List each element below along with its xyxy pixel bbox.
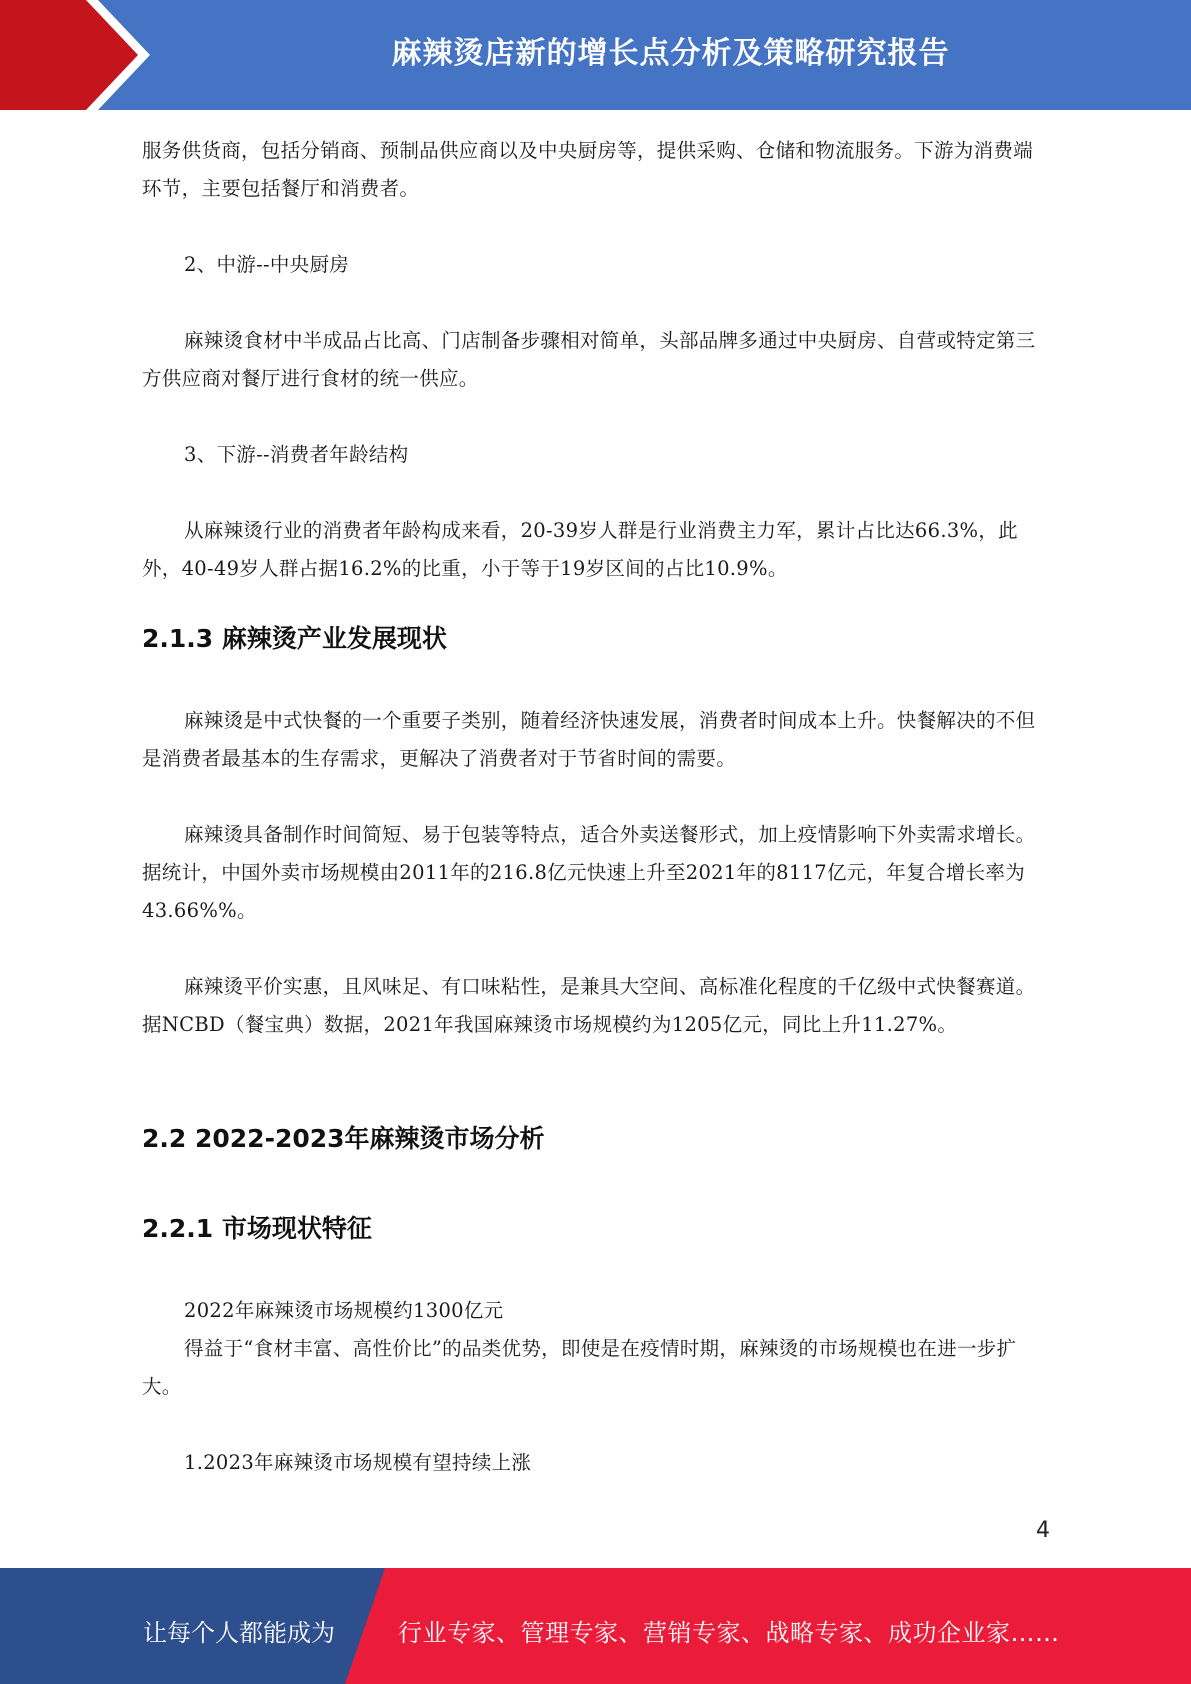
paragraph: 2022年麻辣烫市场规模约1300亿元 <box>184 1299 504 1322</box>
document-body <box>142 132 1046 1482</box>
section-heading: 2.1.3 麻辣烫产业发展现状 <box>142 624 447 653</box>
paragraph: 麻辣烫食材中半成品占比高、门店制备步骤相对简单，头部品牌多通过中央厨房、自营或特定第三方供应商对餐厅进行食材的统一供应。 <box>142 329 1036 390</box>
list-item: 1.2023年麻辣烫市场规模有望持续上涨 <box>184 1451 532 1474</box>
page-number: 4 <box>1036 1518 1050 1543</box>
paragraph: 得益于“食材丰富、高性价比”的品类优势，即使是在疫情时期，麻辣烫的市场规模也在进一步扩大。 <box>142 1337 1017 1398</box>
paragraph: 从麻辣烫行业的消费者年龄构成来看，20-39岁人群是行业消费主力军，累计占比达66.3%，此外，40-49岁人群占据16.2%的比重，小于等于19岁区间的占比10.9%。 <box>142 519 1018 580</box>
paragraph: 麻辣烫是中式快餐的一个重要子类别，随着经济快速发展，消费者时间成本上升。快餐解决的不但是消费者最基本的生存需求，更解决了消费者对于节省时间的需要。 <box>142 709 1036 770</box>
section-heading: 2.2.1 市场现状特征 <box>142 1214 372 1243</box>
paragraph: 麻辣烫平价实惠，且风味足、有口味粘性，是兼具大空间、高标准化程度的千亿级中式快餐赛道。据NCBD（餐宝典）数据，2021年我国麻辣烫市场规模约为1205亿元，同比上升11.27%。 <box>142 975 1036 1036</box>
section-heading: 2.2 2022-2023年麻辣烫市场分析 <box>142 1124 545 1153</box>
paragraph: 服务供货商，包括分销商、预制品供应商以及中央厨房等，提供采购、仓储和物流服务。下游为消费端环节，主要包括餐厅和消费者。 <box>142 139 1034 200</box>
page-header <box>0 0 1191 110</box>
header-chevron-graphic <box>0 0 170 110</box>
footer-slogan-right: 行业专家、管理专家、营销专家、战略专家、成功企业家…… <box>398 1619 1060 1647</box>
subsection-label: 2、中游--中央厨房 <box>184 253 350 276</box>
subsection-label: 3、下游--消费者年龄结构 <box>184 443 409 466</box>
footer-slogan-left: 让每个人都能成为 <box>143 1619 335 1647</box>
report-title: 麻辣烫店新的增长点分析及策略研究报告 <box>391 36 950 71</box>
page-footer <box>0 1568 1191 1684</box>
paragraph: 麻辣烫具备制作时间简短、易于包装等特点，适合外卖送餐形式，加上疫情影响下外卖需求增长。据统计，中国外卖市场规模由2011年的216.8亿元快速上升至2021年的8117亿元，年复合增长率为43.66%%。 <box>142 823 1036 922</box>
